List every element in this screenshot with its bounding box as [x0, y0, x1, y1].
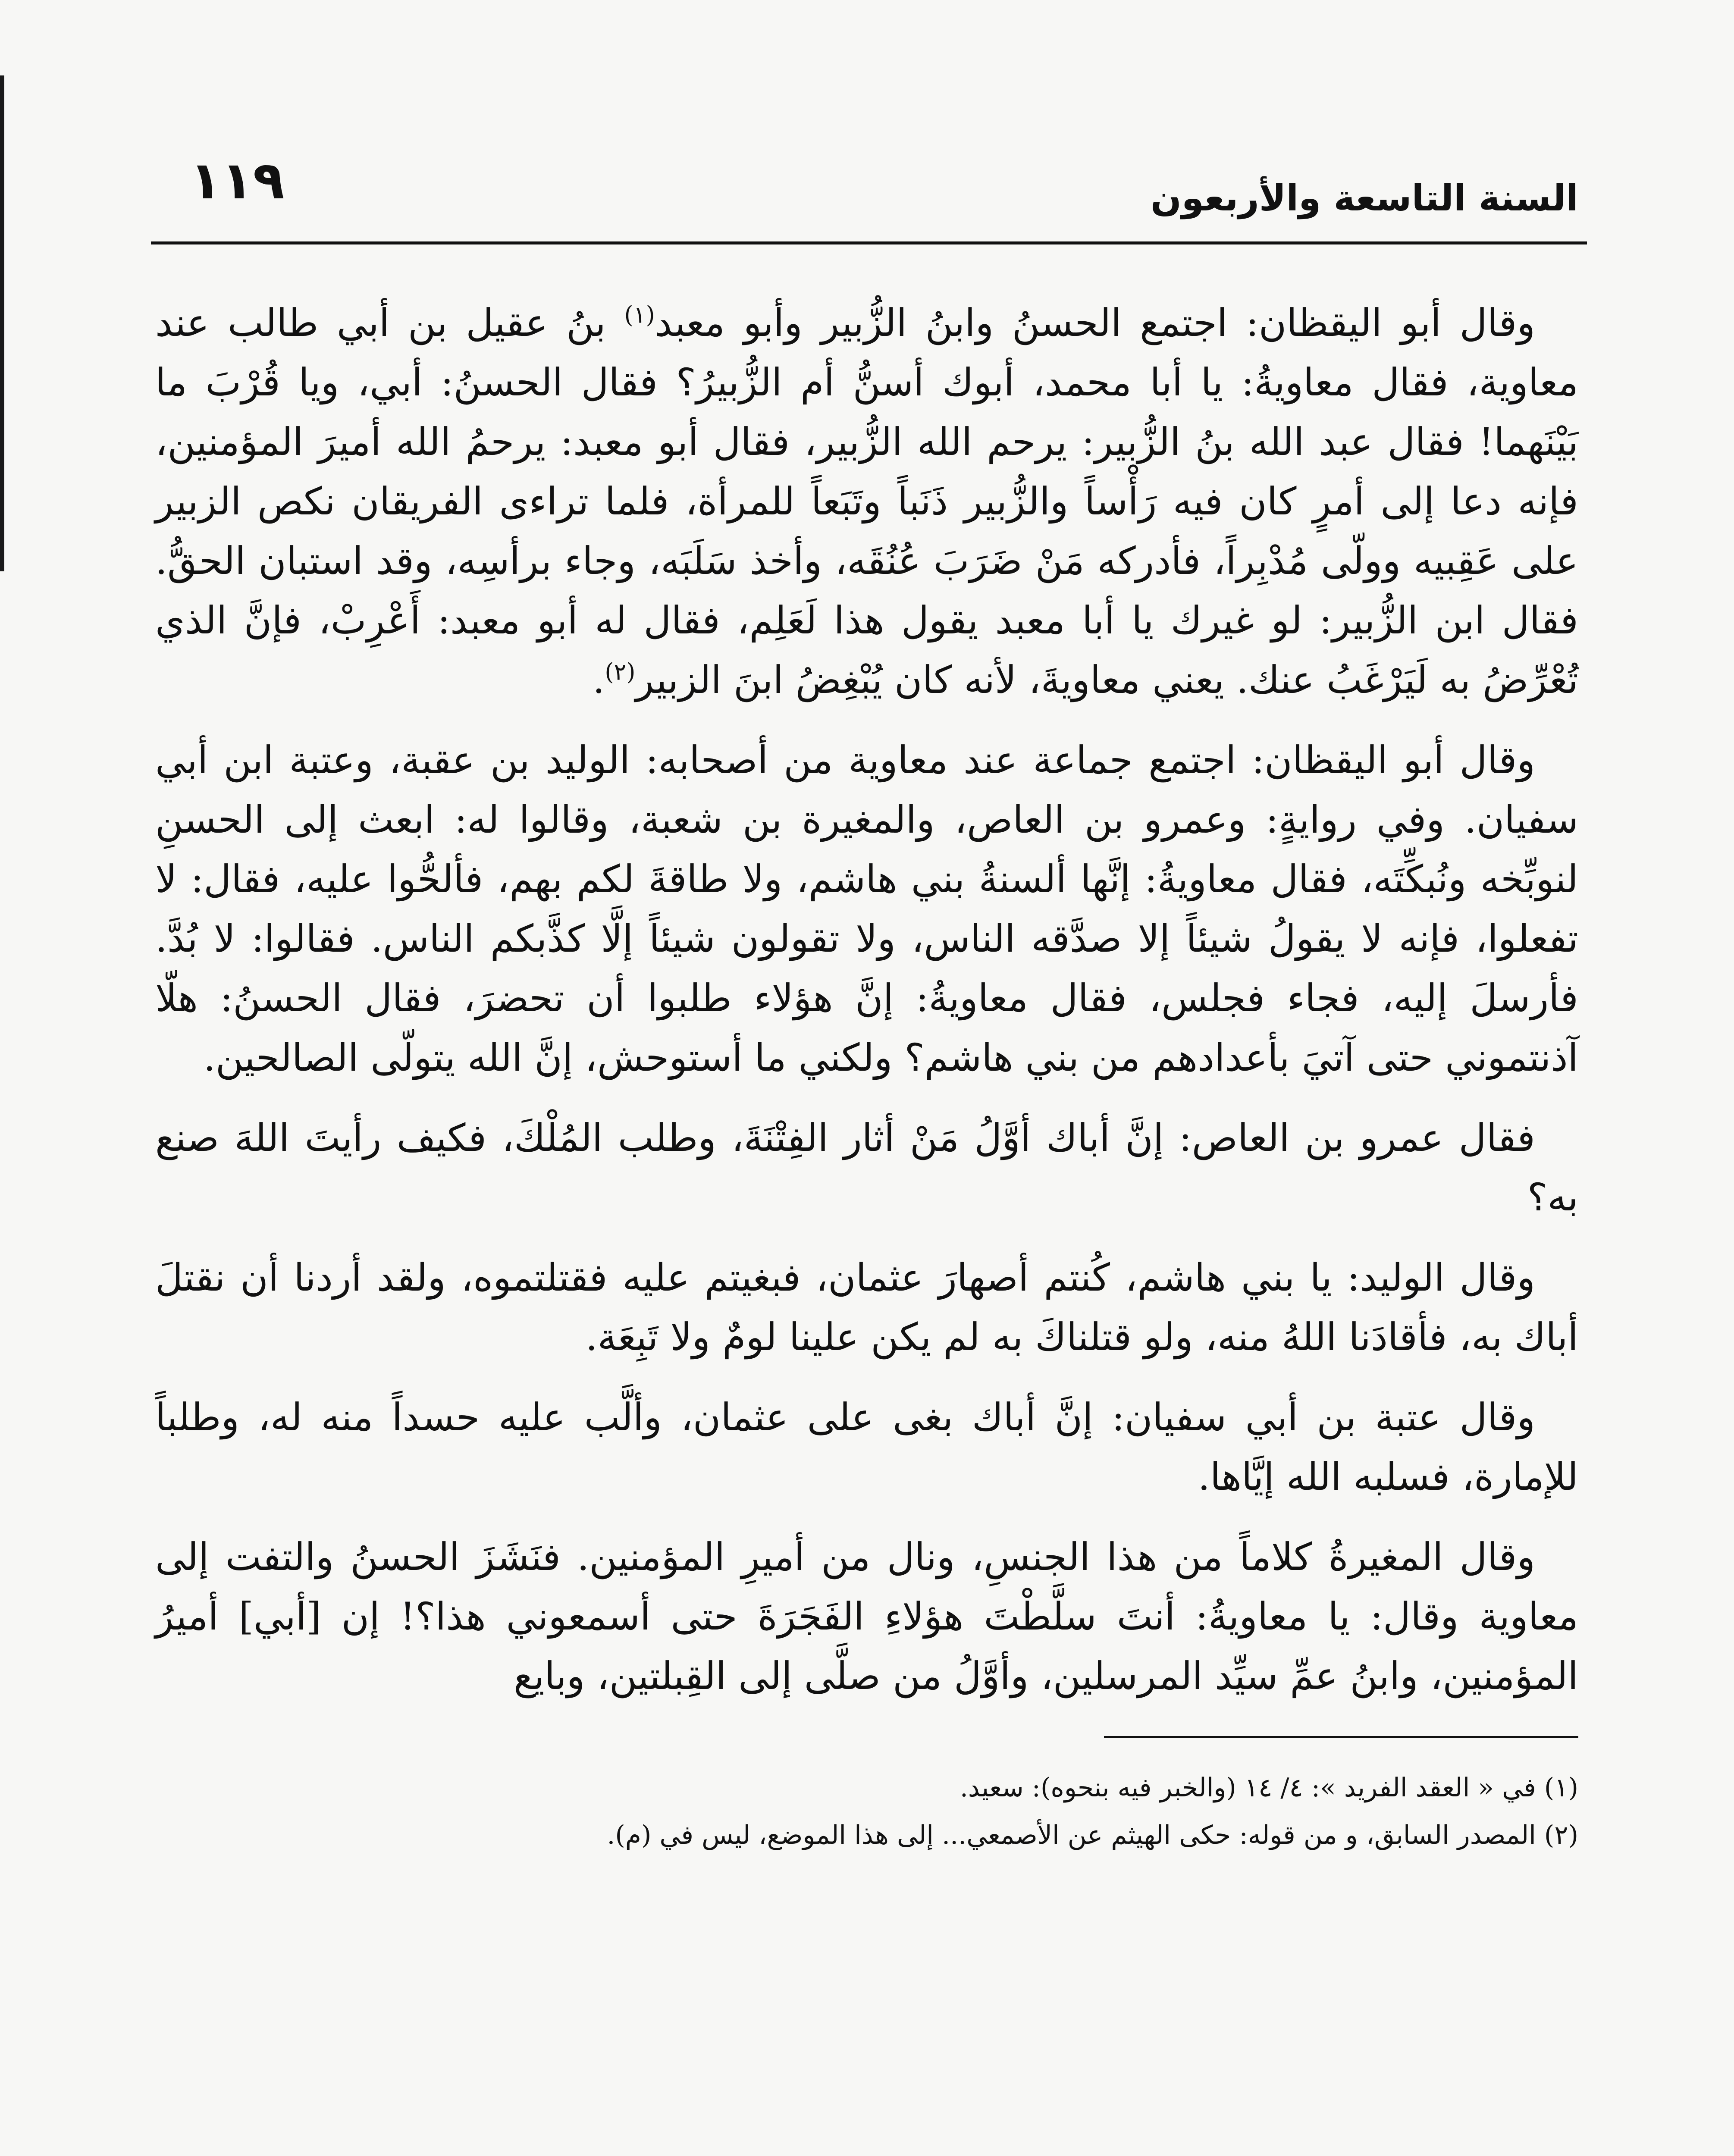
footnote-1: (١) في « العقد الفريد »: ٤/ ١٤ (والخبر فيه بنحوه): سعيد.: [960, 1773, 1578, 1803]
paragraph-1: [155, 293, 1578, 710]
page-header: [155, 125, 1578, 254]
footnote-ref-2: (٢): [605, 658, 636, 686]
book-page: [155, 125, 1578, 2156]
scan-edge: [0, 75, 4, 571]
page-number: ١١٩: [190, 151, 285, 211]
paragraph-3: فقال عمرو بن العاص: إنَّ أباك أوَّلُ مَنْ أثار الفِتْنَةَ، وطلب المُلْكَ، فكيف رأيتَ اللهَ صنع به؟: [155, 1116, 1578, 1219]
paragraph-1-text-c: .: [593, 658, 605, 702]
paragraph-2: وقال أبو اليقظان: اجتمع جماعة عند معاوية من أصحابه: الوليد بن عقبة، وعتبة ابن أبي سفيان. وفي روايةٍ: وعمرو بن العاص، والمغيرة بن شعبة، وقالوا له: ابعث إلى الحسنِ لنوبِّخه ونُبكِّتَه، فقال معاويةُ: إنَّها ألسنةُ بني هاشم، ولا طاقةَ لكم بهم، فألحُّوا عليه، فقال: لا تفعلوا، فإنه لا يقولُ شيئاً إلا صدَّقه الناس، ولا تقولون شيئاً إلَّا كذَّبكم الناس. فقالوا: لا بُدَّ. فأرسلَ إليه، فجاء فجلس، فقال معاويةُ: إنَّ هؤلاء طلبوا أن تحضرَ، فقال الحسنُ: هلّا آذنتموني حتى آتيَ بأعدادهم من بني هاشم؟ ولكني ما أستوحش، إنَّ الله يتولّى الصالحين.: [155, 738, 1578, 1080]
chapter-title: السنة التاسعة والأربعون: [1151, 177, 1578, 219]
paragraph-5: وقال عتبة بن أبي سفيان: إنَّ أباك بغى على عثمان، وألَّب عليه حسداً منه له، وطلباً للإمارة، فسلبه الله إيَّاها.: [155, 1395, 1578, 1499]
paragraph-1-text-a: وقال أبو اليقظان: اجتمع الحسنُ وابنُ الزُّبير وأبو معبد: [655, 301, 1535, 345]
footnote-2: (٢) المصدر السابق، و من قوله: حكى الهيثم عن الأصمعي... إلى هذا الموضع، ليس في (م).: [607, 1820, 1578, 1850]
footnote-ref-1: (١): [624, 301, 655, 329]
footnote-rule: [1104, 1736, 1578, 1738]
footnotes: [155, 1764, 1578, 1859]
header-rule: [151, 241, 1587, 244]
paragraph-4: وقال الوليد: يا بني هاشم، كُنتم أصهارَ عثمان، فبغيتم عليه فقتلتموه، ولقد أردنا أن نقتلَ أباك به، فأقادَنا اللهُ منه، ولو قتلناكَ به لم يكن علينا لومٌ ولا تَبِعَة.: [155, 1255, 1578, 1359]
body-text: [155, 293, 1578, 1706]
paragraph-6: وقال المغيرةُ كلاماً من هذا الجنسِ، ونال من أميرِ المؤمنين. فنَشَزَ الحسنُ والتفت إلى معاوية وقال: يا معاويةُ: أنتَ سلَّطْتَ هؤلاءِ الفَجَرَةَ حتى أسمعوني هذا؟! إن [أبي] أميرُ المؤمنين، وابنُ عمِّ سيِّد المرسلين، وأوَّلُ من صلَّى إلى القِبلتين، وبايع: [155, 1535, 1578, 1698]
paragraph-1-text-b: بنُ عقيل بن أبي طالب عند معاوية، فقال معاويةُ: يا أبا محمد، أبوك أسنُّ أم الزُّبيرُ؟ فقال الحسنُ: أبي، ويا قُرْبَ ما بَيْنَهما! فقال عبد الله بنُ الزُّبير: يرحم الله الزُّبير، فقال أبو معبد: يرحمُ الله أميرَ المؤمنين، فإنه دعا إلى أمرٍ كان فيه رَأْساً والزُّبير ذَنَباً وتَبَعاً للمرأة، فلما تراءى الفريقان نكص الزبير على عَقِبيه وولّى مُدْبِراً، فأدركه مَنْ ضَرَبَ عُنُقَه، وأخذ سَلَبَه، وجاء برأسِه، وقد استبان الحقُّ. فقال ابن الزُّبير: لو غيرك يا أبا معبد يقول هذا لَعَلِم، فقال له أبو معبد: أَعْرِبْ، فإنَّ الذي تُعْرِّضُ به لَيَرْغَبُ عنك. يعني معاويةَ، لأنه كان يُبْغِضُ ابنَ الزبير: [155, 301, 1579, 702]
